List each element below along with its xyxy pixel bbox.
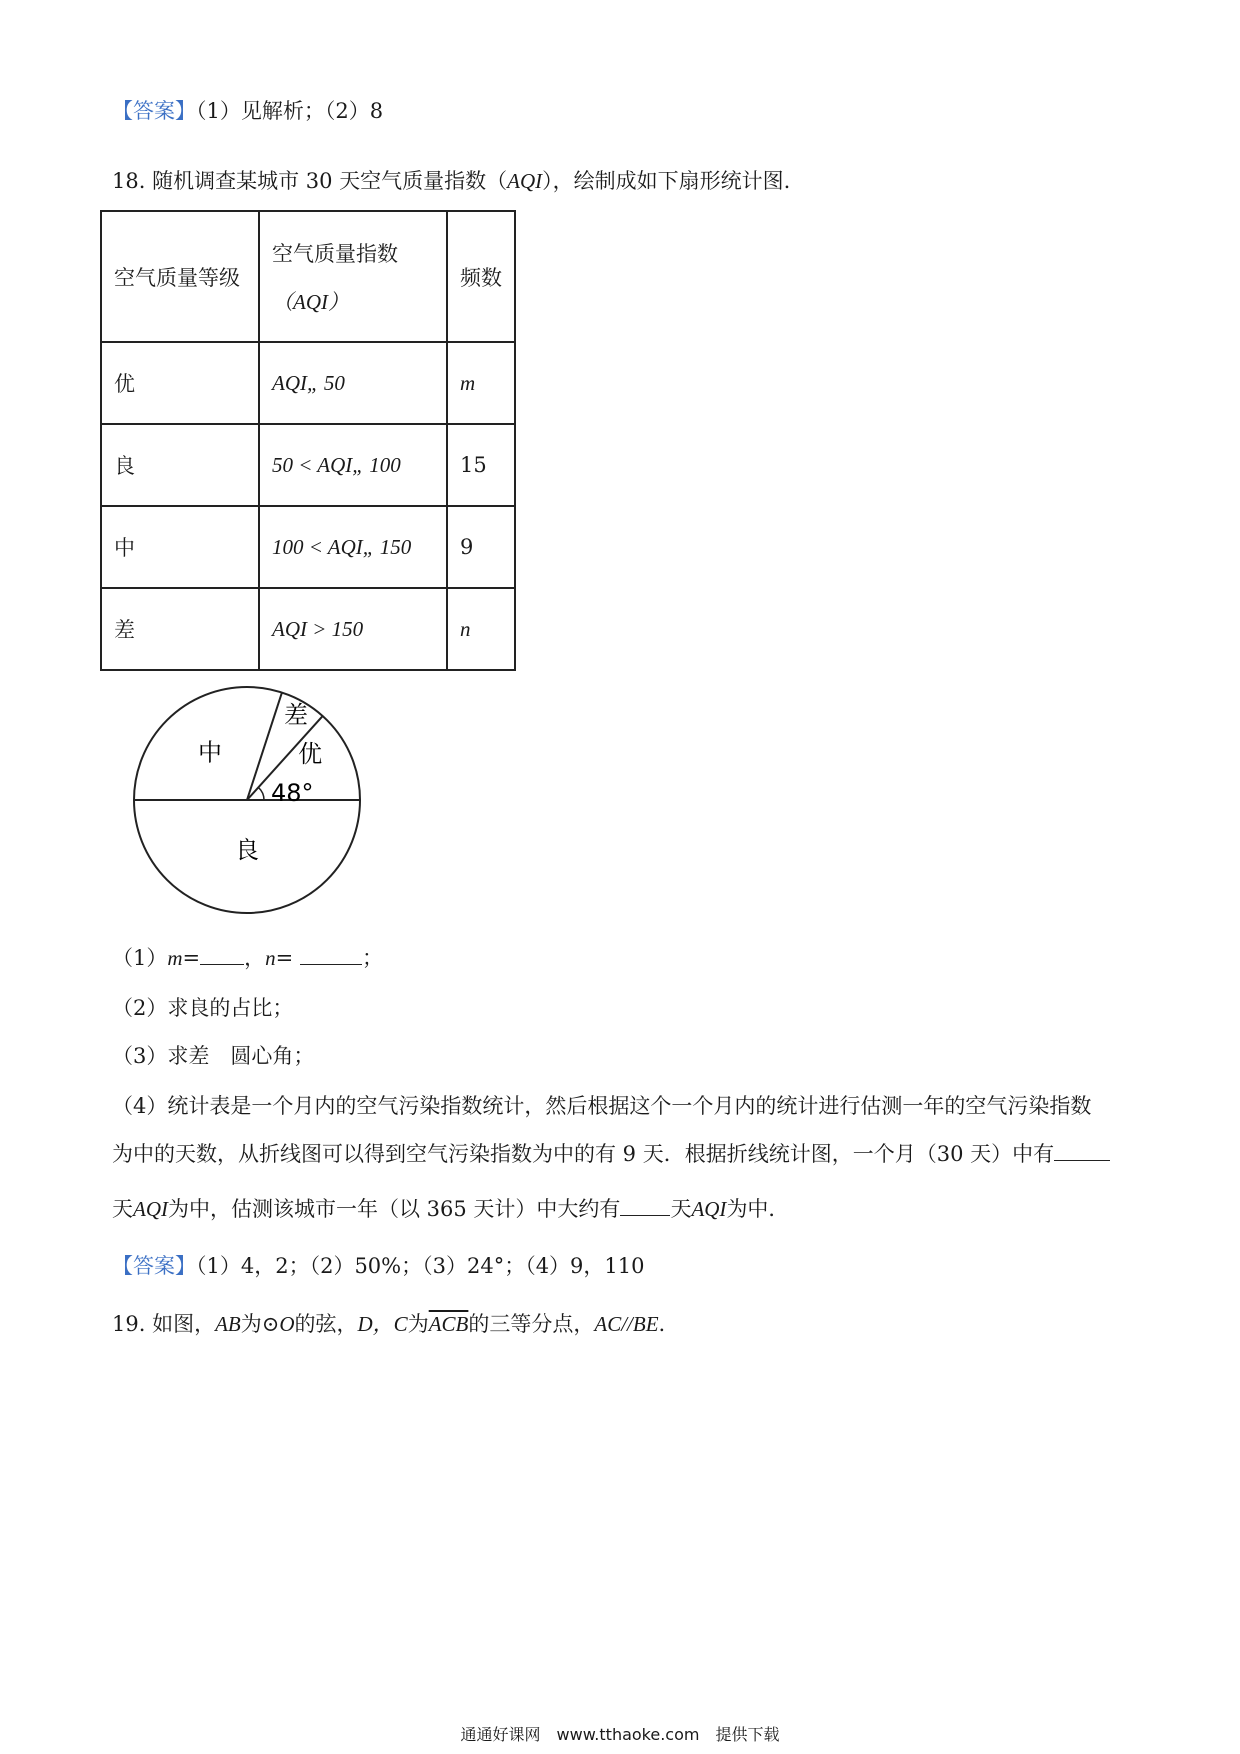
sub-question-2: （2）求良的占比； <box>112 996 294 1020</box>
sub4-l3-text: 天 <box>112 1197 133 1221</box>
pie-radii <box>134 693 360 800</box>
q19-text: 为 <box>240 1312 262 1336</box>
answer-blank-year[interactable] <box>620 1195 670 1216</box>
aqi-pie-chart <box>125 683 365 923</box>
sub-question-4-line2 <box>112 1138 1110 1168</box>
row-level: 中 <box>101 506 259 588</box>
row-level: 差 <box>101 588 259 670</box>
sub1-n: n <box>265 946 276 970</box>
table-row <box>101 342 515 424</box>
angle-arc <box>258 787 264 800</box>
header-index-line1: 空气质量指数 <box>272 241 398 266</box>
answer-18 <box>112 1250 645 1280</box>
q19-text: 为 <box>407 1312 429 1336</box>
q19-text: 的弦， <box>294 1312 358 1336</box>
sub4-l3-text: 为中，估测该城市一年（以 365 天计）中大约有 <box>168 1197 621 1221</box>
table-row <box>101 588 515 670</box>
sub-question-1 <box>112 942 383 972</box>
sub4-aqi: AQI <box>691 1197 727 1221</box>
sub4-aqi: AQI <box>133 1197 168 1221</box>
sub1-m: m <box>167 946 183 970</box>
sub4-l3-text: 天 <box>670 1197 692 1221</box>
table-header-row <box>101 211 515 342</box>
q19-dc: D，C <box>357 1312 408 1336</box>
question-18-intro <box>112 165 790 195</box>
q19-arc-acb: $\overline{ACB}$ <box>428 1312 469 1336</box>
row-level: 良 <box>101 424 259 506</box>
row-range: 100 < AQI„ 150 <box>259 506 447 588</box>
sub4-l2-text: 为中的天数，从折线图可以得到空气污染指数为中的有 9 天．根据折线统计图，一个月（30 天）中有 <box>112 1142 1055 1166</box>
q19-o: O <box>279 1312 295 1336</box>
intro-text-end: ），绘制成如下扇形统计图. <box>542 169 791 193</box>
table-row <box>101 424 515 506</box>
header-index <box>259 211 447 342</box>
sub-question-4-line1: （4）统计表是一个月内的空气污染指数统计，然后根据这个一个月内的统计进行估测一年的空气污染指数 <box>112 1094 1092 1118</box>
sub1-sep: ， <box>244 946 266 970</box>
sub4-l3-text: 为中． <box>726 1197 790 1221</box>
sub1-eq: = <box>275 946 294 970</box>
previous-answer <box>112 95 383 125</box>
row-frequency: 15 <box>447 424 515 506</box>
answer-tag: 【答案】 <box>112 99 196 123</box>
answer-blank-m[interactable] <box>200 944 244 965</box>
q19-parallel: AC//BE <box>594 1312 659 1336</box>
row-range: AQI > 150 <box>259 588 447 670</box>
row-range: 50 < AQI„ 100 <box>259 424 447 506</box>
pie-slice-label: 良 <box>235 836 259 864</box>
question-19 <box>112 1308 665 1338</box>
answer-tag: 【答案】 <box>112 1254 196 1278</box>
q19-text: 的三等分点， <box>468 1312 595 1336</box>
answer-blank-month[interactable] <box>1054 1140 1110 1161</box>
page-footer: 通通好课网 www.tthaoke.com 提供下载 <box>460 1725 780 1744</box>
row-range: AQI„ 50 <box>259 342 447 424</box>
q19-text: 19. 如图， <box>112 1312 216 1336</box>
q19-text: . <box>658 1312 666 1336</box>
sub-question-3: （3）求差 圆心角； <box>112 1044 315 1068</box>
aqi-frequency-table <box>100 210 516 671</box>
row-frequency: n <box>447 588 515 670</box>
q19-ab: AB <box>215 1312 241 1336</box>
circle-symbol: ⊙ <box>261 1312 280 1336</box>
answer-blank-n[interactable] <box>300 944 362 965</box>
row-frequency: m <box>447 342 515 424</box>
header-frequency: 频数 <box>447 211 515 342</box>
sub-question-4-line3 <box>112 1193 789 1223</box>
answer-text: （1）见解析；（2）8 <box>196 99 384 123</box>
sub1-eq: = <box>182 946 201 970</box>
header-level: 空气质量等级 <box>101 211 259 342</box>
sub1-end: ； <box>361 946 383 970</box>
row-frequency: 9 <box>447 506 515 588</box>
angle-label: 48° <box>271 779 314 807</box>
pie-slice-label: 优 <box>298 740 323 769</box>
pie-slice-label: 差 <box>284 701 308 730</box>
answer-text: （1）4，2；（2）50%；（3）24°；（4）9，110 <box>196 1254 645 1278</box>
row-level: 优 <box>101 342 259 424</box>
table-row <box>101 506 515 588</box>
intro-text: 18. 随机调查某城市 30 天空气质量指数（ <box>112 169 508 193</box>
sub1-prefix: （1） <box>112 946 168 970</box>
header-index-line2: （AQI） <box>272 289 349 314</box>
intro-aqi: AQI <box>507 169 543 193</box>
pie-slice-label: 中 <box>198 738 223 767</box>
